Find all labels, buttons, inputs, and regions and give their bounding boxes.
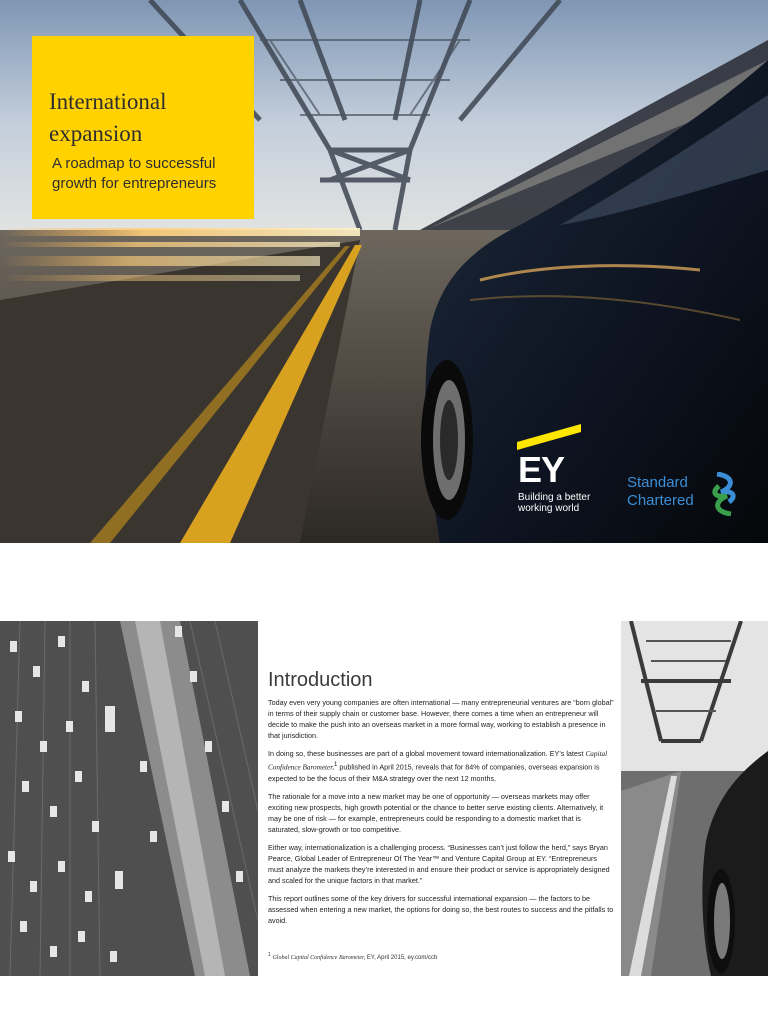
introduction-paragraph-2	[268, 748, 614, 784]
introduction-paragraph-5: This report outlines some of the key drivers for successful international expansion — the factors to be assessed when entering a new market, the options for doing so, the best routes to success and the pitfalls to avoid.	[268, 894, 614, 926]
introduction-paragraph-3: The rationale for a move into a new market may be one of opportunity — overseas markets may offer exciting new prospects, high growth potential or the chance to better serve existing clients. Alternatively, it may be one of risk — for example, entrepreneurs could be responding to a domestic market that is saturated, slow-growth or too competitive.	[268, 792, 604, 835]
introduction-heading: Introduction	[268, 669, 373, 691]
footnote-number: 1	[268, 952, 271, 958]
sc-line-2: Chartered	[627, 492, 694, 509]
capital-confidence-barometer-reference: Capital Confidence Barometer,	[268, 750, 608, 772]
footnote-ref-1: 1	[334, 762, 338, 768]
bridge-car-drawing	[621, 621, 768, 976]
standard-chartered-logo	[627, 472, 747, 518]
standard-chartered-wordmark	[627, 474, 694, 510]
ey-beam-icon	[517, 424, 581, 450]
title-card	[32, 36, 254, 219]
standard-chartered-mark-icon	[711, 472, 739, 516]
cover-subtitle: A roadmap to successful growth for entrepreneurs	[52, 155, 217, 192]
paragraph-2-text-a: In doing so, these businesses are part of a global movement toward internationalization. EY’s latest	[268, 749, 586, 758]
bridge-car-image	[621, 621, 768, 976]
footnote-italic: Global Capital Confidence Barometer,	[272, 955, 366, 961]
ey-letters: EY	[518, 449, 565, 490]
footnote-rest: EY, April 2015, ey.com/ccb	[365, 955, 438, 961]
footnote	[268, 951, 614, 962]
paragraph-2-text-b: published in April 2015, reveals that for 84% of companies, overseas expansion is expected to be the focus of their M&A strategy over the next 12 months.	[268, 762, 600, 784]
ey-logo	[517, 424, 617, 519]
highway-aerial-drawing	[0, 621, 258, 976]
cover-title: International expansion	[49, 89, 167, 146]
ey-tagline: Building a better working world	[518, 492, 591, 514]
introduction-paragraph-1: Today even very young companies are often international — many entrepreneurial ventures are “born global” in terms of their supply chain or customer base. However, there comes a time when an entrepreneur will decide to make the push into an overseas market in a more formal way, working to establish a presence in that jurisdiction.	[268, 698, 614, 740]
introduction-article	[268, 668, 614, 933]
introduction-paragraph-4: Either way, internationalization is a challenging process. “Businesses can’t just follow the herd,” says Bryan Pearce, Global Leader of Entrepreneur Of The Year™ and Venture Capital Group at EY. “Entrepreneurs must analyze the markets they’re interested in and ensure their product or service is appropriately designed and scaled for the unique factors in that market.”	[268, 843, 610, 886]
highway-aerial-image	[0, 621, 258, 976]
sc-line-1: Standard	[627, 474, 688, 491]
